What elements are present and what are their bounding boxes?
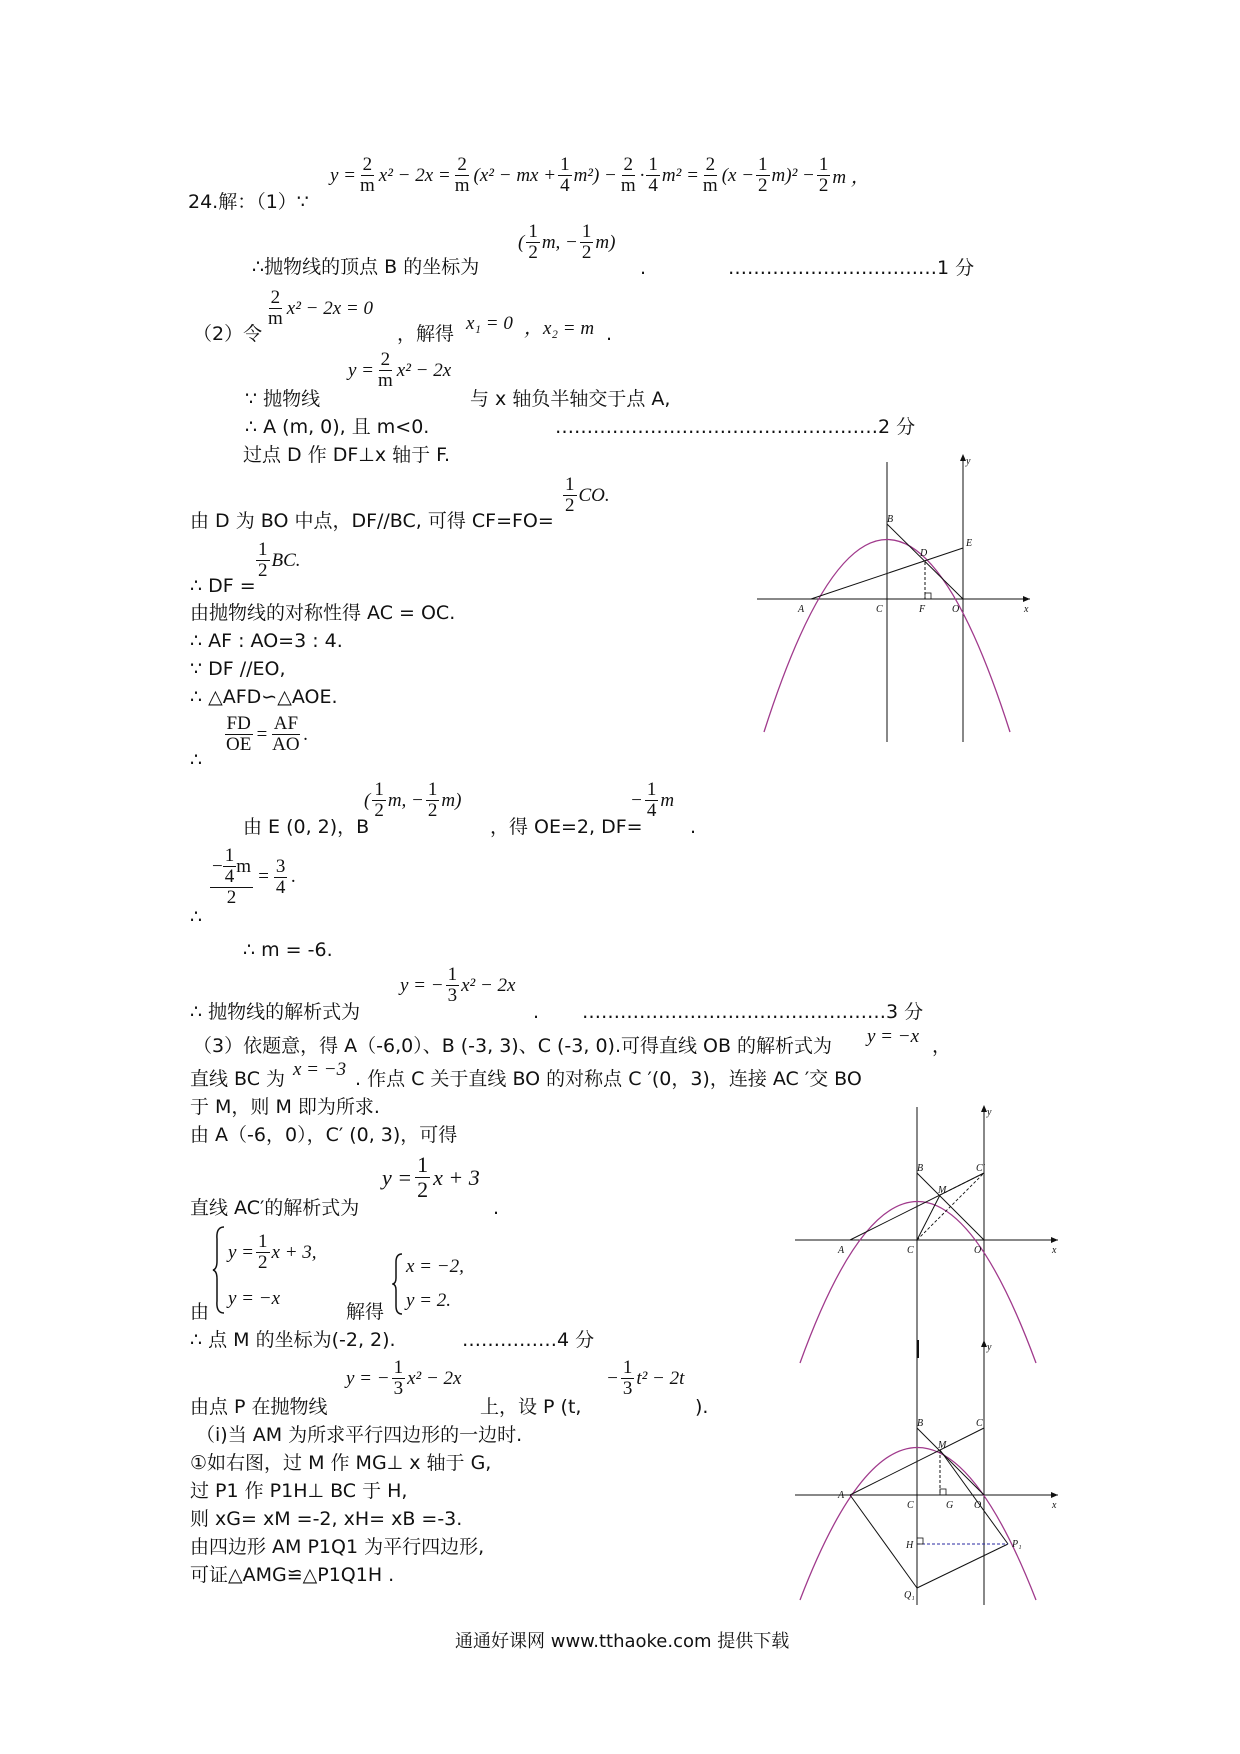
vertex-coord: ( $\frac{1}{2}$ m, − $\frac{1}{2}$ m) xyxy=(518,221,616,263)
label-f: F xyxy=(919,604,926,615)
from-a-c: 由 A（-6，0），C′ (0, 3)，可得 xyxy=(190,1124,458,1146)
reflect-text: . 作点 C 关于直线 BO 的对称点 C ′(0，3)，连接 AC ′交 BO xyxy=(355,1068,862,1090)
similar: ∴ △AFD∽△AOE. xyxy=(190,686,338,708)
left-brace-2 xyxy=(392,1252,404,1316)
df-ratio: − $\frac{1}{4}$ m 2 = $\frac{3}{4}$ . xyxy=(212,845,297,908)
symmetry: 由抛物线的对称性得 AC = OC. xyxy=(190,602,456,624)
figure-2 xyxy=(790,1105,1060,1365)
therefore: ∴ xyxy=(190,906,203,928)
therefore: ∴ xyxy=(190,749,203,771)
label-x: x xyxy=(1024,604,1029,615)
line-mp1 xyxy=(940,1450,1008,1544)
b-coord: ( $\frac{1}{2}$ m, − $\frac{1}{2}$ m) xyxy=(364,779,462,821)
analytic-formula: y = − $\frac{1}{3}$ x² − 2x xyxy=(400,964,516,1006)
system2-eq2: y = 2. xyxy=(406,1290,452,1311)
half-bc: $\frac{1}{2}$ BC. xyxy=(258,539,301,581)
step-5: 可证△AMG≌△P1Q1H . xyxy=(190,1564,395,1586)
m-found: 于 M，则 M 即为所求. xyxy=(190,1096,380,1118)
parabola xyxy=(800,1202,1036,1364)
half-co: $\frac{1}{2}$ CO. xyxy=(565,474,610,516)
set-p: 上，设 P (t, xyxy=(480,1396,582,1418)
line-q1p1 xyxy=(917,1544,1008,1588)
label-c-prime: C xyxy=(976,1418,983,1429)
score-1: ……………………………1 分 xyxy=(728,257,975,279)
step-2: 过 P1 作 P1H⊥ BC 于 H, xyxy=(190,1480,408,1502)
point-a: ∴ A (m, 0), 且 m<0. xyxy=(245,416,430,438)
score-4: ……………4 分 xyxy=(462,1329,595,1351)
label-x: x xyxy=(1052,1245,1057,1256)
df-eq: ∴ DF = xyxy=(190,575,256,597)
label-y: y xyxy=(987,1107,992,1118)
period: . xyxy=(533,1001,540,1023)
perp-df: 过点 D 作 DF⊥x 轴于 F. xyxy=(243,444,451,466)
ratio-eq: $\frac{FD}{OE}$ = $\frac{AF}{AO}$ . xyxy=(226,713,309,755)
label-y: y xyxy=(966,456,971,467)
label-m: M xyxy=(938,1185,947,1196)
system2-eq1: x = −2, xyxy=(406,1256,464,1277)
ratio: ∴ AF : AO=3 : 4. xyxy=(190,630,343,652)
p-on-parabola: 由点 P 在抛物线 xyxy=(190,1396,328,1418)
e-b-text: 由 E (0, 2)，B xyxy=(243,816,370,838)
label-y: y xyxy=(987,1342,992,1353)
step-4: 由四边形 AM P1Q1 为平行四边形, xyxy=(190,1536,485,1558)
step-1: ①如右图，过 M 作 MG⊥ x 轴于 G, xyxy=(190,1452,492,1474)
label-m: M xyxy=(938,1440,947,1451)
period: . xyxy=(690,816,697,838)
line-bc: 直线 BC 为 xyxy=(190,1068,286,1090)
part2-label: （2）令 xyxy=(193,323,263,345)
vertex-text: ∴抛物线的顶点 B 的坐标为 xyxy=(252,256,480,278)
label-h: H xyxy=(906,1540,914,1551)
label-a: A xyxy=(838,1490,845,1501)
part1-label: 24.解：（1）∵ xyxy=(188,191,309,213)
label-p1: P₁ xyxy=(1012,1539,1022,1550)
part3-text: （3）依题意，得 A（-6,0）、B (-3, 3)、C (-3, 0).可得直线 OB 的解析式为 xyxy=(193,1035,833,1057)
step-3: 则 xG= xM =-2, xH= xB =-3. xyxy=(190,1508,463,1530)
figure-1 xyxy=(752,452,1032,742)
analytic-text: ∴ 抛物线的解析式为 xyxy=(190,1001,361,1023)
label-c: C xyxy=(876,604,883,615)
label-a: A xyxy=(798,604,805,615)
label-g: G xyxy=(946,1500,954,1511)
label-o: O xyxy=(974,1245,982,1256)
oe-df: ，得 OE=2, DF= xyxy=(490,816,643,838)
vertex-form-formula: y = $\frac{2}{m}$ x² − 2x = $\frac{2}{m}$ (x² − mx + $\frac{1}{4}$ m²) − $\frac{2}{m}$ · $\frac{1}{4}$ m² = $\frac{2}{m}$ (x − $\frac{1}{2}$ m)² − $\frac{1}{2}$ m ， xyxy=(330,154,870,196)
because-parabola: ∵ 抛物线 xyxy=(245,388,321,410)
footer: 通通好课网 www.tthaoke.com 提供下载 xyxy=(455,1631,790,1652)
score-3: …………………………………………3 分 xyxy=(582,1001,924,1023)
system1-eq2: y = −x xyxy=(228,1288,281,1309)
label-b: B xyxy=(887,514,894,525)
by-system: 由 xyxy=(190,1301,210,1323)
label-x: x xyxy=(1052,1500,1057,1511)
label-c: C xyxy=(907,1500,914,1511)
comma: ， xyxy=(932,1035,952,1057)
label-e: E xyxy=(966,538,973,549)
period: . xyxy=(640,257,647,279)
figure-3 xyxy=(790,1340,1060,1605)
line-ob: y = −x xyxy=(867,1026,920,1047)
eq-zero: $\frac{2}{m}$ x² − 2x = 0 xyxy=(268,287,373,329)
label-d: D xyxy=(920,548,928,559)
label-b: B xyxy=(917,1418,924,1429)
parabola-formula: y = $\frac{2}{m}$ x² − 2x xyxy=(348,349,452,391)
left-brace-1 xyxy=(212,1225,226,1315)
label-o: O xyxy=(974,1500,982,1511)
solve-text: ，解得 xyxy=(397,323,455,345)
score-2: ……………………………………………2 分 xyxy=(555,416,916,438)
label-b: B xyxy=(917,1163,924,1174)
parabola xyxy=(800,1448,1036,1601)
parabola-eq: y = − $\frac{1}{3}$ x² − 2x xyxy=(346,1357,462,1399)
intersect-text: 与 x 轴负半轴交于点 A, xyxy=(470,388,671,410)
m-coord: ∴ 点 M 的坐标为(-2, 2). xyxy=(190,1329,396,1351)
root2: ，x₂ = m xyxy=(524,318,595,339)
midpoint-text: 由 D 为 BO 中点，DF//BC, 可得 CF=FO= xyxy=(190,510,554,532)
close-paren: ). xyxy=(695,1396,709,1418)
df-value: − $\frac{1}{4}$ m xyxy=(630,779,675,821)
line-bo xyxy=(917,1428,984,1495)
parallel: ∵ DF //EO, xyxy=(190,658,286,680)
label-c: C xyxy=(907,1245,914,1256)
label-c-prime: C′ xyxy=(976,1163,985,1174)
m-value: ∴ m = -6. xyxy=(243,939,333,961)
label-o: O xyxy=(952,604,960,615)
label-a: A xyxy=(838,1245,845,1256)
solve-text: 解得 xyxy=(346,1301,385,1323)
line-ac: 直线 AC′的解析式为 xyxy=(190,1197,360,1219)
line-ac-eq: y = $\frac{1}{2}$ x + 3 xyxy=(382,1152,480,1202)
case-i: （ⅰ)当 AM 为所求平行四边形的一边时. xyxy=(196,1424,523,1446)
period: . xyxy=(606,323,613,345)
label-q1: Q₁ xyxy=(904,1590,915,1601)
root1: x₁ = 0 xyxy=(466,313,513,334)
system1-eq1: y = $\frac{1}{2}$ x + 3, xyxy=(228,1231,317,1273)
p-y: − $\frac{1}{3}$ t² − 2t xyxy=(606,1357,685,1399)
line-bc-eq: x = −3 xyxy=(293,1059,347,1080)
period: . xyxy=(493,1197,500,1219)
